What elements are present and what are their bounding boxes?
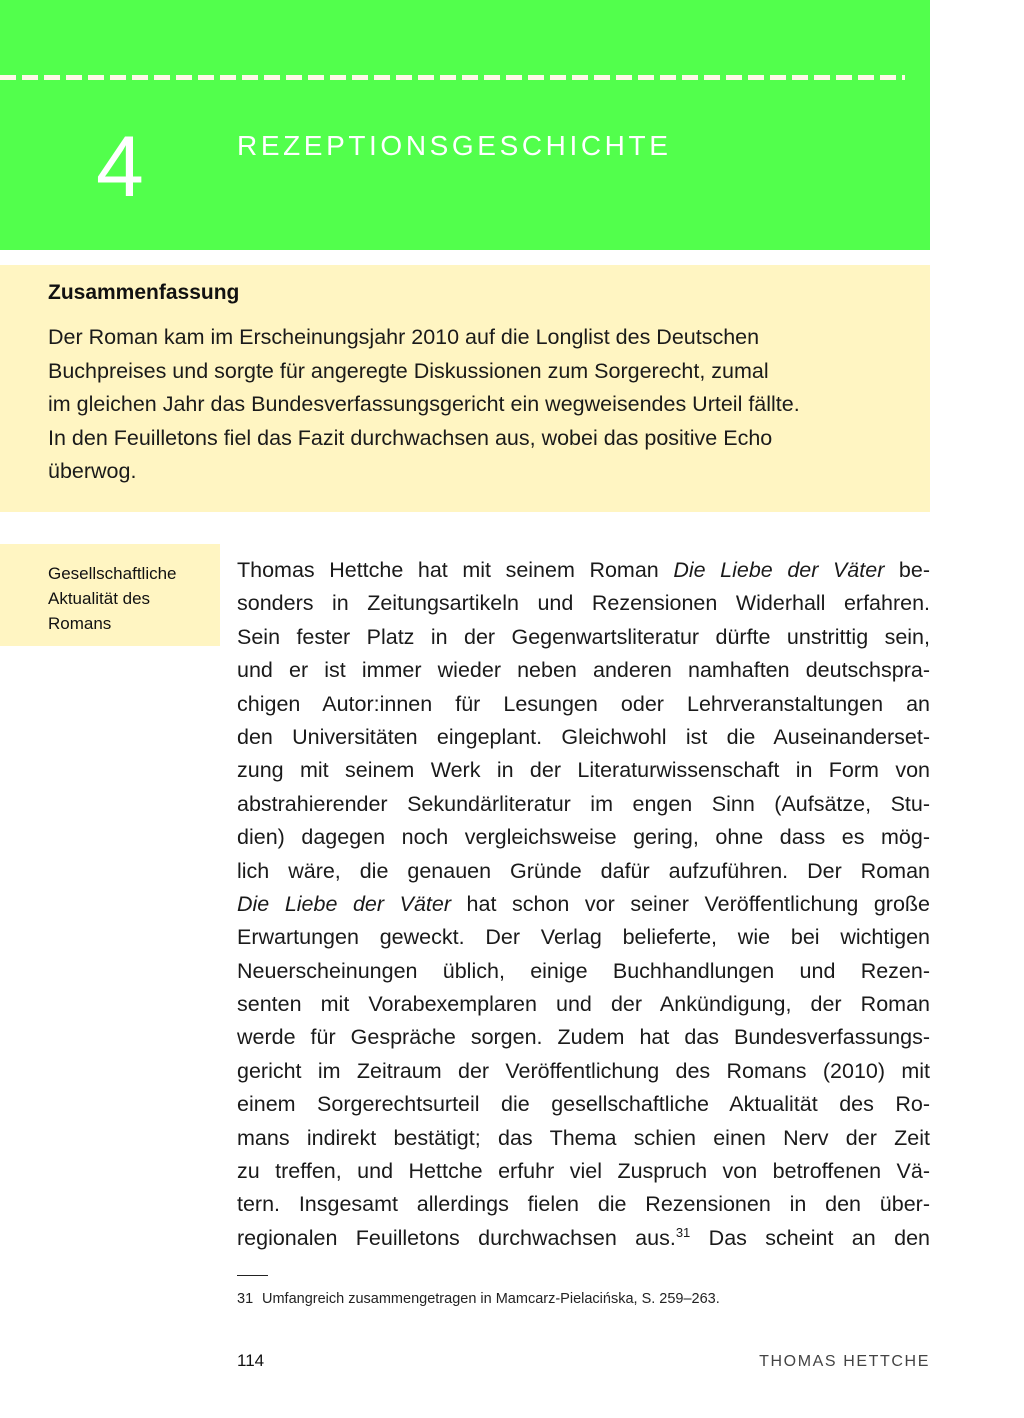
footnote-text: Umfangreich zusammengetragen in Mamcarz-Pielacińska, S. 259–263. (262, 1291, 720, 1307)
page-number: 114 (237, 1351, 265, 1370)
body-line: zu treffen, und Hettche erfuhr viel Zuspruch von betroffenen Vä- (237, 1159, 930, 1184)
chapter-title: REZEPTIONSGESCHICHTE (237, 130, 672, 161)
margin-note-line: Gesellschaftliche (48, 564, 177, 583)
book-title: Die Liebe der Väter (237, 891, 451, 916)
body-text (237, 554, 930, 1255)
body-line: Sein fester Platz in der Gegenwartsliteratur dürfte unstrittig sein, (237, 624, 930, 649)
chapter-number: 4 (96, 119, 144, 215)
dashed-rule (0, 75, 905, 80)
summary-line: überwog. (48, 459, 137, 483)
body-line: regionalen Feuilletons durchwachsen aus.$^{31}$ Das scheint an den (237, 1224, 930, 1250)
body-line: zung mit seinem Werk in der Literaturwissenschaft in Form von (237, 758, 930, 783)
summary-line: In den Feuilletons fiel das Fazit durchwachsen aus, wobei das positive Echo (48, 425, 773, 450)
footnote-rule (237, 1275, 268, 1276)
margin-note (48, 561, 177, 636)
body-line: dien) dagegen noch vergleichsweise gering, ohne dass es mög- (237, 825, 930, 850)
body-line: den Universitäten eingeplant. Gleichwohl ist die Auseinanderset- (237, 724, 930, 749)
chapter-banner (0, 0, 930, 250)
body-line: mans indirekt bestätigt; das Thema schien einen Nerv der Zeit (237, 1125, 930, 1150)
body-line: einem Sorgerechtsurteil die gesellschaftliche Aktualität des Ro- (237, 1092, 930, 1117)
body-line: abstrahierender Sekundärliteratur im engen Sinn (Aufsätze, Stu- (237, 791, 930, 816)
running-head: THOMAS HETTCHE (759, 1353, 930, 1370)
body-line: werde für Gespräche sorgen. Zudem hat das Bundesverfassungs- (237, 1025, 930, 1050)
body-line: Erwartungen geweckt. Der Verlag belieferte, wie bei wichtigen (237, 925, 930, 950)
margin-note-line: Aktualität des (48, 589, 151, 608)
summary-text (48, 321, 928, 489)
body-line: senten mit Vorabexemplaren und der Ankündigung, der Roman (237, 992, 930, 1017)
body-line: Neuerscheinungen üblich, einige Buchhandlungen und Rezen- (237, 958, 930, 983)
body-line: gericht im Zeitraum der Veröffentlichung des Romans (2010) mit (237, 1058, 930, 1083)
body-line: chigen Autor:innen für Lesungen oder Lehrveranstaltungen an (237, 691, 930, 716)
summary-line: Der Roman kam im Erscheinungsjahr 2010 auf die Longlist des Deutschen (48, 325, 760, 349)
body-line: und er ist immer wieder neben anderen namhaften deutschspra- (237, 658, 930, 683)
footnote (237, 1289, 720, 1309)
margin-note-line: Romans (48, 614, 112, 633)
summary-line: im gleichen Jahr das Bundesverfassungsgericht ein wegweisendes Urteil fällte. (48, 392, 800, 416)
body-line: tern. Insgesamt allerdings fielen die Rezensionen in den über- (237, 1192, 930, 1217)
summary-line: Buchpreises und sorgte für angeregte Diskussionen zum Sorgerecht, zumal (48, 358, 769, 383)
body-line: lich wäre, die genauen Gründe dafür aufzuführen. Der Roman (237, 858, 930, 883)
footnote-number: 31 (237, 1291, 254, 1307)
body-line: Thomas Hettche hat mit seinem Roman Die Liebe der Väter be- (237, 558, 930, 582)
body-line: Die Liebe der Väter hat schon vor seiner Veröffentlichung große (237, 891, 930, 916)
book-title: Die Liebe der Väter (673, 558, 885, 582)
body-line: sonders in Zeitungsartikeln und Rezensionen Widerhall erfahren. (237, 591, 930, 616)
summary-heading: Zusammenfassung (48, 281, 240, 304)
footnote-reference[interactable]: 31 (675, 1224, 691, 1240)
